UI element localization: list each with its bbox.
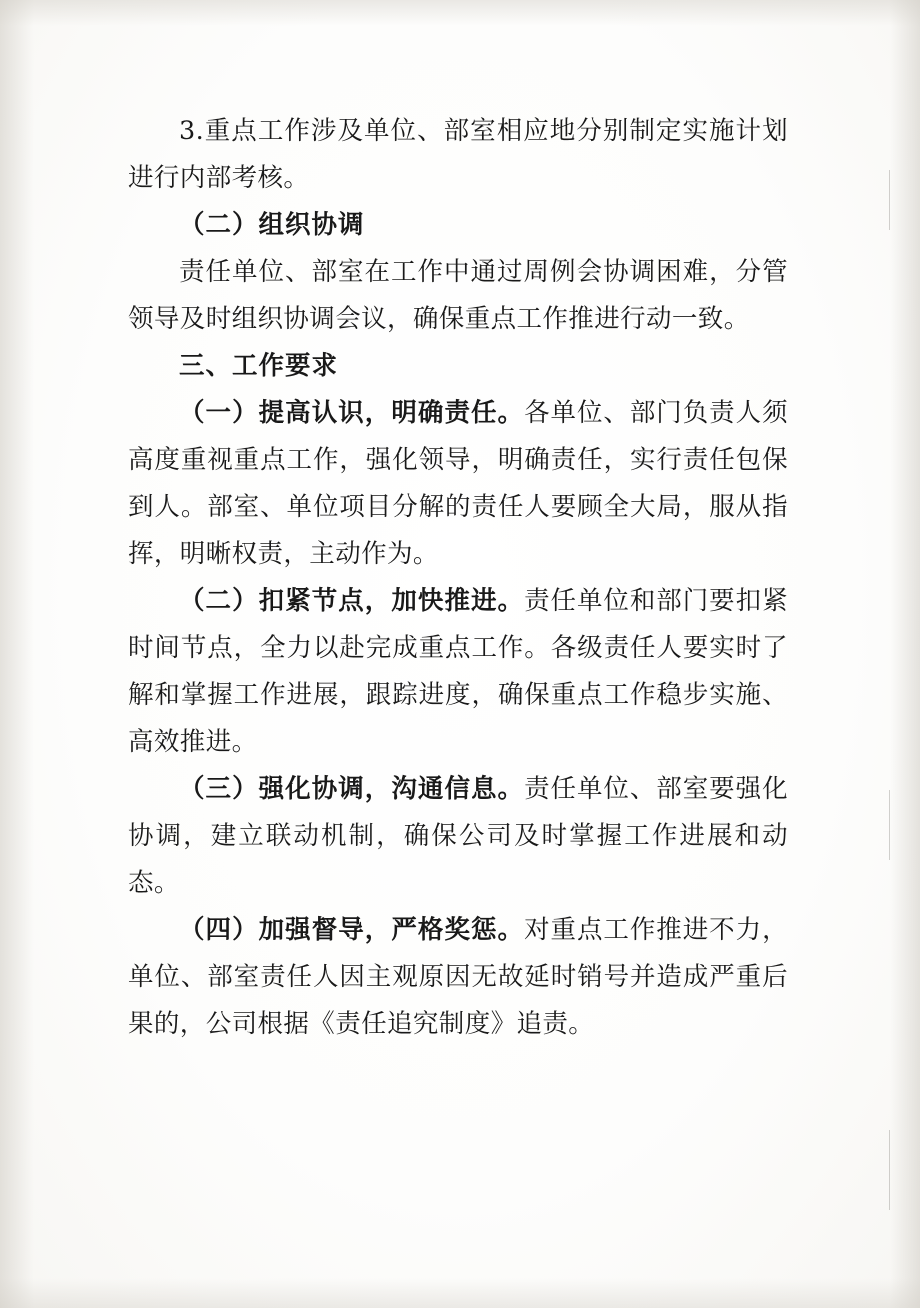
page-edge-shadow-top — [0, 0, 920, 26]
paragraph-requirement-4 — [128, 907, 788, 1048]
paragraph-requirement-3 — [128, 766, 788, 907]
paragraph-requirement-1 — [128, 390, 788, 578]
requirement-3-text: 责任单位、部室要强化协调，建立联动机制，确保公司及时掌握工作进展和动态。 — [128, 774, 788, 898]
paragraph-heading-organization-coordination: （二）组织协调 — [179, 210, 365, 240]
requirement-1-lead: （一）提高认识，明确责任。 — [179, 398, 525, 428]
page-edge-shadow-left — [0, 0, 34, 1308]
paragraph-heading-work-requirements: 三、工作要求 — [179, 351, 339, 381]
paragraph-item-2: 责任单位、部室在工作中通过周例会协调困难，分管领导及时组织协调会议，确保重点工作推进行动一致。 — [128, 257, 788, 334]
requirement-4-text: 对重点工作推进不力，单位、部室责任人因主观原因无故延时销号并造成严重后果的，公司根据《责任追究制度》追责。 — [128, 915, 788, 1039]
scan-fold-mark — [889, 790, 890, 860]
requirement-2-text: 责任单位和部门要扣紧时间节点，全力以赴完成重点工作。各级责任人要实时了解和掌握工作进展，跟踪进度，确保重点工作稳步实施、高效推进。 — [128, 586, 788, 757]
paragraph-item-1: 3.重点工作涉及单位、部室相应地分别制定实施计划进行内部考核。 — [128, 116, 788, 193]
requirement-1-text: 各单位、部门负责人须高度重视重点工作，强化领导，明确责任，实行责任包保到人。部室、单位项目分解的责任人要顾全大局，服从指挥，明晰权责，主动作为。 — [128, 398, 788, 569]
scan-fold-mark — [889, 1130, 890, 1210]
paragraph-requirement-2 — [128, 578, 788, 766]
page-edge-shadow-right — [890, 0, 920, 1308]
requirement-4-lead: （四）加强督导，严格奖惩。 — [179, 915, 525, 945]
page-edge-shadow-bottom — [0, 1278, 920, 1308]
scan-fold-mark — [889, 170, 890, 230]
document-body — [128, 108, 788, 1048]
requirement-3-lead: （三）强化协调，沟通信息。 — [179, 774, 525, 804]
requirement-2-lead: （二）扣紧节点，加快推进。 — [179, 586, 525, 616]
